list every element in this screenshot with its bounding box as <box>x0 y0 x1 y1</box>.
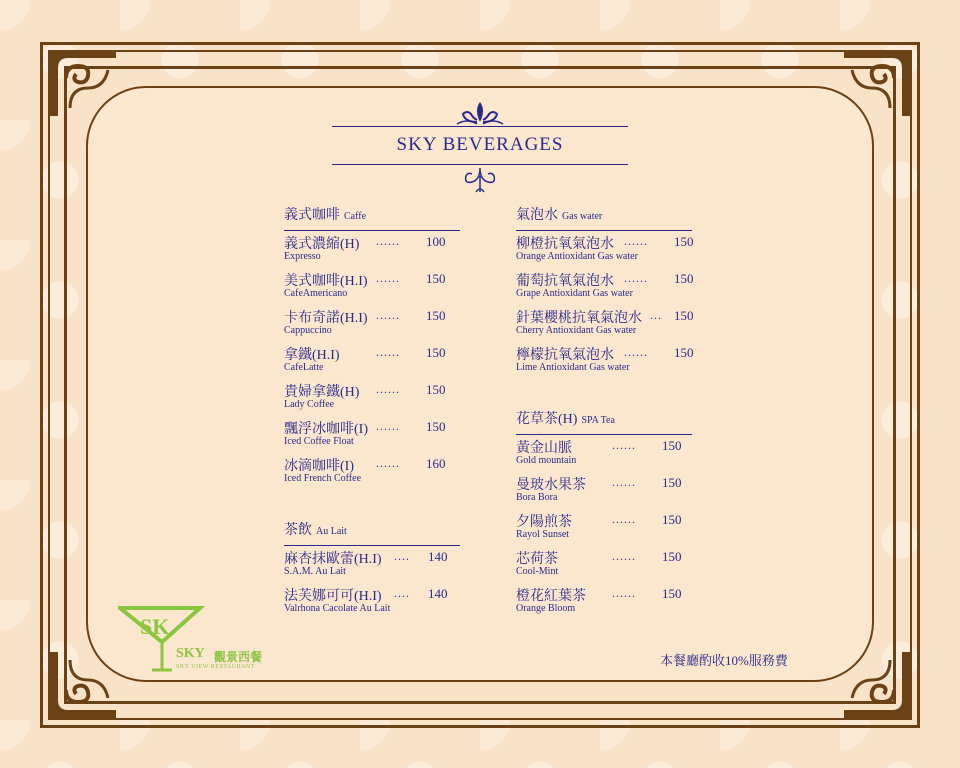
section-title-en: Gas water <box>562 211 603 222</box>
item-name-zh: 貴婦拿鐵(H) <box>284 385 360 400</box>
item-name-zh: 卡布奇諾(H.I) <box>284 311 368 326</box>
item-price: 140 <box>428 586 448 601</box>
item-name-zh: 黃金山脈 <box>516 441 572 456</box>
item-name-zh: 麻杏抹歐蕾(H.I) <box>284 552 382 567</box>
item-name-en: Orange Antioxidant Gas water <box>516 251 638 262</box>
item-price: 150 <box>426 382 446 397</box>
item-name-zh: 法芙娜可可(H.I) <box>284 589 382 604</box>
logo-mark: SK <box>140 614 170 639</box>
item-name-zh: 曼玻水果茶 <box>516 478 586 493</box>
item-name-zh: 葡萄抗氧氣泡水 <box>516 274 614 289</box>
item-leader-dots: ...... <box>612 512 636 526</box>
item-name-en: Expresso <box>284 251 321 262</box>
item-leader-dots: ...... <box>612 586 636 600</box>
item-name-zh: 芯荷茶 <box>516 552 558 567</box>
section-heading-gas-water <box>516 204 692 231</box>
item-price: 150 <box>662 475 682 490</box>
item-price: 150 <box>662 438 682 453</box>
item-leader-dots: ...... <box>376 308 400 322</box>
item-price: 150 <box>426 419 446 434</box>
item-price: 150 <box>426 345 446 360</box>
item-leader-dots: ...... <box>376 271 400 285</box>
item-name-zh: 夕陽煎茶 <box>516 515 572 530</box>
item-leader-dots: ...... <box>376 382 400 396</box>
item-name-zh: 檸檬抗氧氣泡水 <box>516 348 614 363</box>
item-name-en: Cherry Antioxidant Gas water <box>516 325 637 336</box>
item-leader-dots: ...... <box>376 419 400 433</box>
item-leader-dots: ...... <box>376 456 400 470</box>
item-name-en: CafeAmericano <box>284 288 348 299</box>
section-heading-spa-tea <box>516 408 692 435</box>
section-heading-au-lait <box>284 519 460 546</box>
item-name-zh: 柳橙抗氧氣泡水 <box>516 237 614 252</box>
item-leader-dots: ...... <box>624 234 648 248</box>
item-name-en: Cool-Mint <box>516 566 559 577</box>
item-price: 150 <box>674 308 694 323</box>
item-name-en: Cappuccino <box>284 325 332 336</box>
item-leader-dots: ... <box>650 308 662 322</box>
logo-tagline: SKY VIEW RESTAURANT <box>176 664 255 670</box>
item-price: 160 <box>426 456 446 471</box>
item-price: 150 <box>662 586 682 601</box>
item-name-en: Gold mountain <box>516 455 577 466</box>
restaurant-logo <box>118 604 268 674</box>
item-price: 150 <box>674 271 694 286</box>
item-price: 150 <box>674 234 694 249</box>
item-name-zh: 針葉櫻桃抗氧氣泡水 <box>516 311 642 326</box>
swirl-ornament-icon <box>460 166 500 194</box>
item-leader-dots: ...... <box>612 475 636 489</box>
section-title-en: Au Lait <box>316 526 347 537</box>
item-name-en: CafeLatte <box>284 362 324 373</box>
item-name-zh: 美式咖啡(H.I) <box>284 274 368 289</box>
logo-name: SKY <box>176 646 205 661</box>
item-name-zh: 冰滴咖啡(I) <box>284 459 354 474</box>
section-heading-caffe <box>284 204 460 231</box>
item-name-en: Valrhona Cacolate Au Lait <box>284 603 391 614</box>
section-title-zh: 氣泡水 <box>516 208 558 223</box>
item-name-en: Rayol Sunset <box>516 529 570 540</box>
item-leader-dots: .... <box>394 549 410 563</box>
section-title-zh: 義式咖啡 <box>284 208 340 223</box>
item-name-en: Iced Coffee Float <box>284 436 354 447</box>
logo-name-cn: 觀景西餐 <box>214 650 263 664</box>
item-leader-dots: .... <box>394 586 410 600</box>
item-name-en: Iced French Coffee <box>284 473 362 484</box>
item-price: 100 <box>426 234 446 249</box>
item-name-en: S.A.M. Au Lait <box>284 566 346 577</box>
item-leader-dots: ...... <box>612 549 636 563</box>
item-price: 150 <box>662 512 682 527</box>
item-price: 150 <box>674 345 694 360</box>
item-name-zh: 義式濃縮(H) <box>284 237 360 252</box>
item-leader-dots: ...... <box>376 234 400 248</box>
item-name-en: Grape Antioxidant Gas water <box>516 288 633 299</box>
title-rule-top <box>332 126 628 127</box>
item-leader-dots: ...... <box>624 345 648 359</box>
item-name-en: Bora Bora <box>516 492 558 503</box>
item-name-zh: 拿鐵(H.I) <box>284 348 340 363</box>
section-title-en: SPA Tea <box>581 415 615 426</box>
item-price: 150 <box>426 308 446 323</box>
section-title-zh: 茶飲 <box>284 523 312 538</box>
title-rule-bottom <box>332 164 628 165</box>
item-name-zh: 飄浮冰咖啡(I) <box>284 422 368 437</box>
item-name-en: Lime Antioxidant Gas water <box>516 362 630 373</box>
item-leader-dots: ...... <box>376 345 400 359</box>
item-price: 150 <box>662 549 682 564</box>
item-name-en: Lady Coffee <box>284 399 335 410</box>
item-name-zh: 橙花紅葉茶 <box>516 589 586 604</box>
item-leader-dots: ...... <box>624 271 648 285</box>
title-block <box>332 100 628 195</box>
item-leader-dots: ...... <box>612 438 636 452</box>
item-name-en: Orange Bloom <box>516 603 576 614</box>
service-charge-note: 本餐廳酌收10%服務費 <box>660 653 788 668</box>
section-title-en: Caffe <box>344 211 367 222</box>
section-title-zh: 花草茶(H) <box>516 412 578 427</box>
item-price: 140 <box>428 549 448 564</box>
menu-title: SKY BEVERAGES <box>396 134 564 155</box>
item-price: 150 <box>426 271 446 286</box>
